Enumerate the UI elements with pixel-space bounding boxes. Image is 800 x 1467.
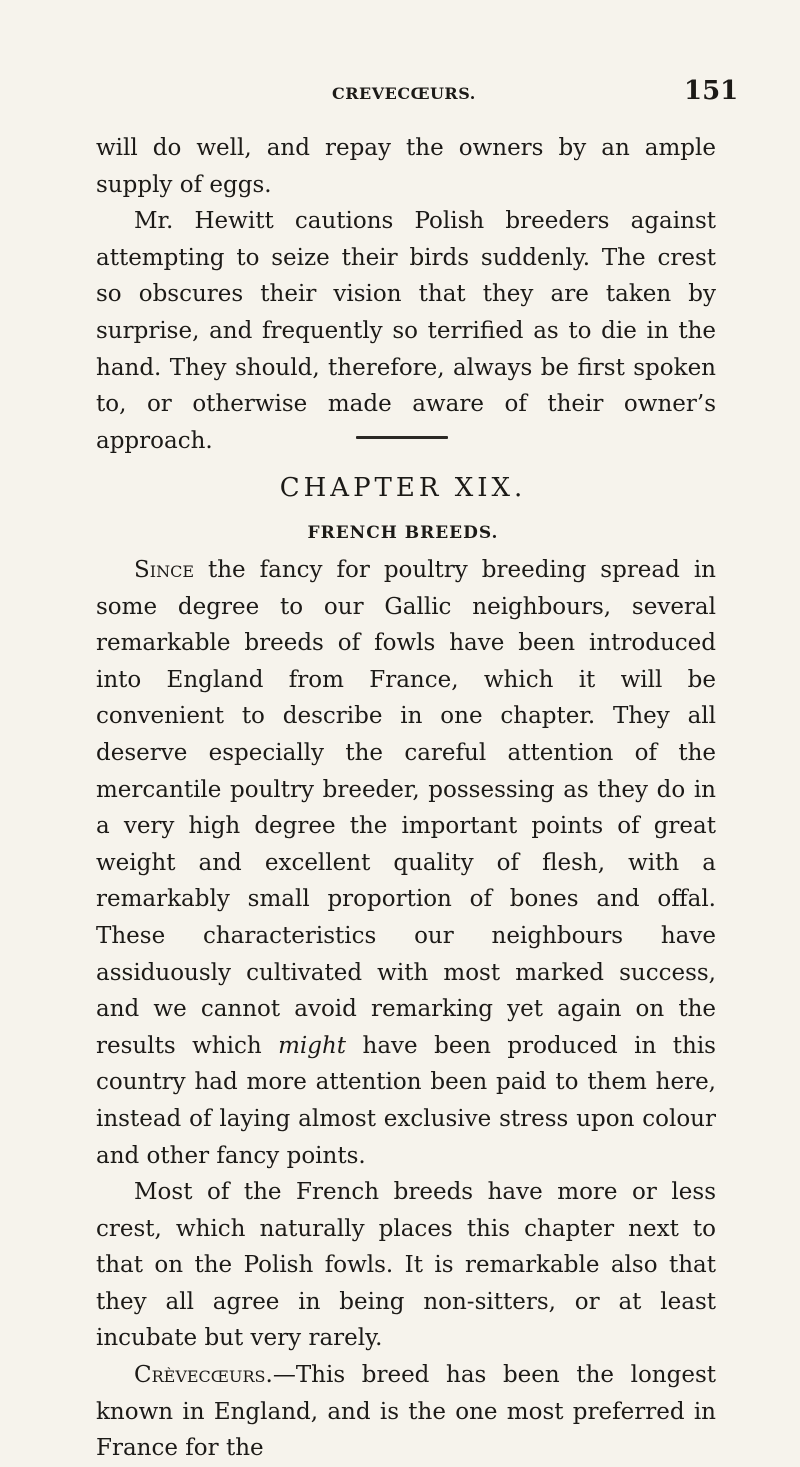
paragraph-eggs: will do well, and repay the owners by an ample supply of eggs.	[96, 135, 716, 198]
crevecoeurs-text: —This breed has been the longest known in England, and is the one most preferred in France for the	[96, 1362, 716, 1462]
crevecoeurs-heading: Crèvecœurs.	[134, 1362, 273, 1389]
paragraph-most: Most of the French breeds have more or less crest, which naturally places this chapter next to that on the Polish fowls. It is remarkable also that they all agree in being non-sitters, or at least incubate but very rarely.	[96, 1179, 716, 1352]
running-head	[0, 76, 800, 116]
paragraph-since-part2: have been produced in this country had more attention been paid to them here, instead of laying almost exclusive stress upon colour and other fancy points.	[96, 1032, 716, 1169]
text-block-main	[96, 552, 716, 1467]
emphasis-might: might	[278, 1032, 347, 1059]
paragraph-since	[96, 552, 716, 1174]
paragraph-hewitt: Mr. Hewitt cautions Polish breeders against attempting to seize their birds suddenly. The crest so obscures their vision that they are taken by surprise, and frequently so terrified as to die in the hand. They should, therefore, always be first spoken to, or otherwise made aware of their owner’s approach.	[96, 208, 716, 454]
section-rule	[356, 436, 448, 439]
running-title: CREVECŒURS.	[332, 84, 476, 103]
text-block-top	[96, 130, 716, 459]
paragraph-lead-word: Since	[134, 557, 194, 583]
paragraph-crevecoeurs	[96, 1357, 716, 1467]
page-number: 151	[684, 76, 739, 106]
paragraph-since-part1: the fancy for poultry breeding spread in some degree to our Gallic neighbours, several remarkable breeds of fowls have been introduced into England from France, which it will be convenient to describe in one chapter. They all deserve especially the careful attention of the mercantile poultry breeder, possessing as they do in a very high degree the important points of great weight and excellent quality of flesh, with a remarkably small proportion of bones and offal. These characteristics our neighbours have assiduously cultivated with most marked success, and we cannot avoid remarking yet again on the results which	[96, 557, 716, 1059]
chapter-title: CHAPTER XIX.	[279, 473, 527, 503]
chapter-subtitle: FRENCH BREEDS.	[307, 523, 499, 543]
